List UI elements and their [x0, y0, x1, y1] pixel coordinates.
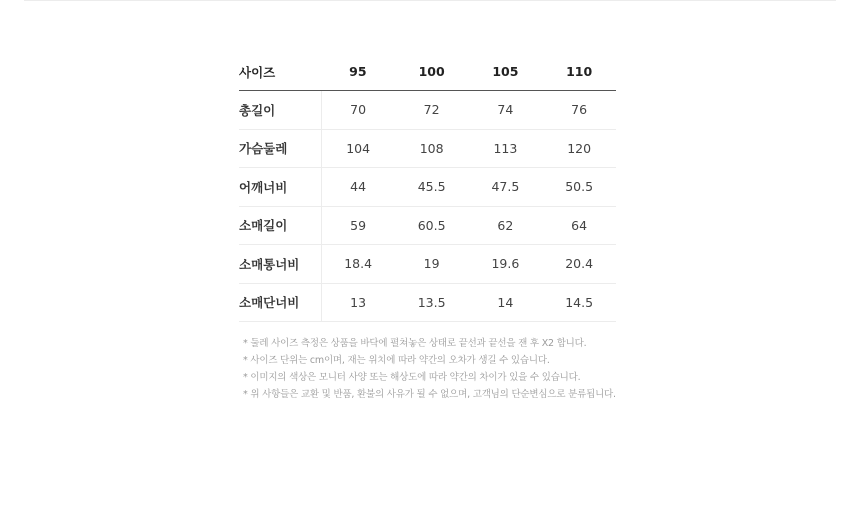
table-cell: 18.4 — [321, 245, 395, 284]
table-cell: 104 — [321, 129, 395, 168]
table-cell: 72 — [395, 91, 469, 130]
size-header-label: 사이즈 — [239, 53, 321, 91]
table-cell: 74 — [469, 91, 543, 130]
table-cell: 14.5 — [542, 283, 616, 322]
size-100-header: 100 — [395, 53, 469, 91]
table-cell: 70 — [321, 91, 395, 130]
table-cell: 76 — [542, 91, 616, 130]
size-notes — [243, 335, 616, 403]
table-cell: 14 — [469, 283, 543, 322]
table-row-cuff-width — [239, 283, 616, 322]
note-item: * 이미지의 색상은 모니터 사양 또는 해상도에 따라 약간의 차이가 있을 수 있습니다. — [243, 372, 581, 383]
table-cell: 19.6 — [469, 245, 543, 284]
size-header-row — [239, 53, 616, 91]
row-label: 가슴둘레 — [239, 129, 321, 168]
table-cell: 113 — [469, 129, 543, 168]
row-label: 어깨너비 — [239, 168, 321, 207]
table-cell: 47.5 — [469, 168, 543, 207]
table-cell: 108 — [395, 129, 469, 168]
size-110-header: 110 — [542, 53, 616, 91]
table-cell: 45.5 — [395, 168, 469, 207]
table-row-chest — [239, 129, 616, 168]
table-cell: 62 — [469, 206, 543, 245]
size-105-header: 105 — [469, 53, 543, 91]
table-row-shoulder — [239, 168, 616, 207]
table-cell: 20.4 — [542, 245, 616, 284]
table-cell: 50.5 — [542, 168, 616, 207]
row-label: 총길이 — [239, 91, 321, 130]
table-row-total-length — [239, 91, 616, 130]
note-item: * 사이즈 단위는 cm이며, 재는 위치에 따라 약간의 오차가 생길 수 있습니다. — [243, 355, 550, 366]
note-item: * 둘레 사이즈 측정은 상품을 바닥에 펼쳐놓은 상태로 끝선과 끝선을 잰 후 X2 합니다. — [243, 338, 587, 349]
top-divider — [24, 0, 836, 1]
table-cell: 60.5 — [395, 206, 469, 245]
row-label: 소매단너비 — [239, 283, 321, 322]
note-item: * 위 사항들은 교환 및 반품, 환불의 사유가 될 수 없으며, 고객님의 단순변심으로 분류됩니다. — [243, 389, 616, 400]
table-cell: 13.5 — [395, 283, 469, 322]
size-chart-table — [239, 53, 616, 322]
row-label: 소매길이 — [239, 206, 321, 245]
table-cell: 44 — [321, 168, 395, 207]
table-cell: 64 — [542, 206, 616, 245]
table-cell: 120 — [542, 129, 616, 168]
table-row-sleeve-width — [239, 245, 616, 284]
table-cell: 59 — [321, 206, 395, 245]
table-cell: 19 — [395, 245, 469, 284]
table-row-sleeve-length — [239, 206, 616, 245]
size-95-header: 95 — [321, 53, 395, 91]
row-label: 소매통너비 — [239, 245, 321, 284]
table-cell: 13 — [321, 283, 395, 322]
